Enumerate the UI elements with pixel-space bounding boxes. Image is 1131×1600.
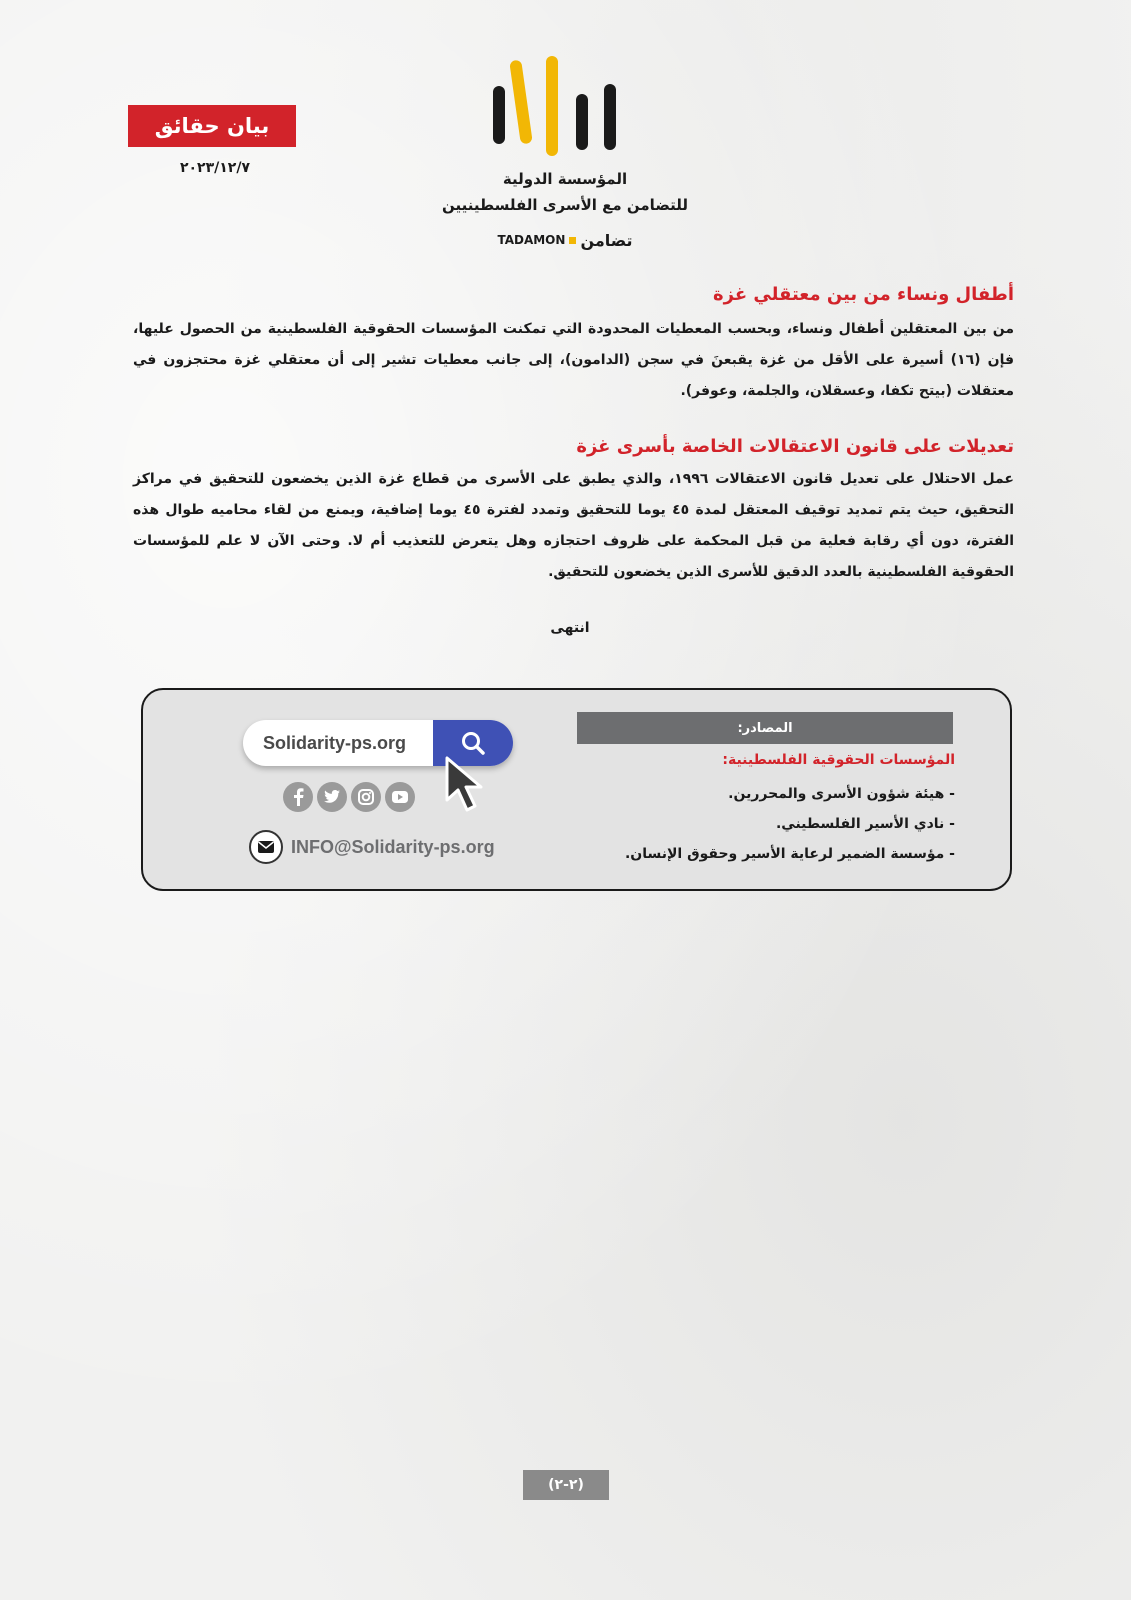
email-address[interactable]: INFO@Solidarity-ps.org <box>291 836 495 857</box>
instagram-icon[interactable] <box>351 782 381 812</box>
org-name-line-1: المؤسسة الدولية <box>502 170 628 188</box>
search-icon <box>460 730 486 756</box>
logo-bar-4 <box>576 94 588 150</box>
sources-subheading: المؤسسات الحقوقية الفلسطينية: <box>722 752 955 768</box>
logo-bar-3 <box>546 56 558 156</box>
org-name-line-2: للتضامن مع الأسرى الفلسطينيين <box>442 196 688 214</box>
envelope-icon <box>249 830 283 864</box>
page-number: (٢-٢) <box>523 1470 609 1500</box>
social-links <box>283 782 415 812</box>
source-item: - نادي الأسير الفلسطيني. <box>775 816 955 832</box>
source-item: - مؤسسة الضمير لرعاية الأسير وحقوق الإنسان. <box>624 846 955 862</box>
twitter-icon[interactable] <box>317 782 347 812</box>
org-logo <box>488 56 638 156</box>
facebook-icon[interactable] <box>283 782 313 812</box>
youtube-icon[interactable] <box>385 782 415 812</box>
brand-arabic: تضامن <box>580 230 633 250</box>
brand-latin: TADAMON <box>497 233 566 247</box>
brand-wordmark <box>490 228 640 252</box>
cursor-pointer-icon <box>443 754 489 814</box>
fact-sheet-badge: بيان حقائق <box>128 105 296 147</box>
section-2-title: تعديلات على قانون الاعتقالات الخاصة بأسرى غزة <box>576 436 1014 457</box>
contact-sources-box <box>141 688 1012 891</box>
sources-heading: المصادر: <box>577 712 953 744</box>
logo-bar-1 <box>493 86 505 144</box>
publish-date: ٢٠٢٣/١٢/٧ <box>179 160 251 176</box>
source-item: - هيئة شؤون الأسرى والمحررين. <box>728 786 955 802</box>
section-1-body: من بين المعتقلين أطفال ونساء، وبحسب المعطيات المحدودة التي تمكنت المؤسسات الحقوقية الفلسطينية من الحصول عليها، فإن (١٦) أسيرة على الأقل من غزة يقبعنَ في سجن (الدامون)، إلى جانب معطيات تشير إلى أن معتقلي غزة محتجزون في معتقلات (بيتح تكفا، وعسقلان، والجلمة، وعوفر). <box>133 321 1014 399</box>
section-1-title: أطفال ونساء من بين معتقلي غزة <box>713 284 1014 305</box>
logo-bar-2 <box>509 60 533 145</box>
end-marker: انتهى <box>550 620 590 636</box>
section-2-body: عمل الاحتلال على تعديل قانون الاعتقالات ١٩٩٦، والذي يطبق على الأسرى من قطاع غزة الذين يخضعون للتحقيق في مراكز التحقيق، حيث يتم تمديد توقيف المعتقل لمدة ٤٥ يوما للتحقيق وتمدد لفترة ٤٥ يوما إضافية، ويمنع من لقاء محاميه طوال هذه الفترة، دون أي رقابة فعلية من قبل المحكمة على ظروف احتجازه وهل يتعرض للتعذيب أم لا. وحتى الآن لا علم للمؤسسات الحقوقية الفلسطينية بالعدد الدقيق للأسرى الذين يخضعون للتحقيق. <box>133 471 1015 580</box>
brand-dot-icon <box>569 237 576 244</box>
email-contact[interactable] <box>249 830 495 864</box>
logo-bar-5 <box>604 84 616 150</box>
website-url[interactable]: Solidarity-ps.org <box>263 733 407 753</box>
